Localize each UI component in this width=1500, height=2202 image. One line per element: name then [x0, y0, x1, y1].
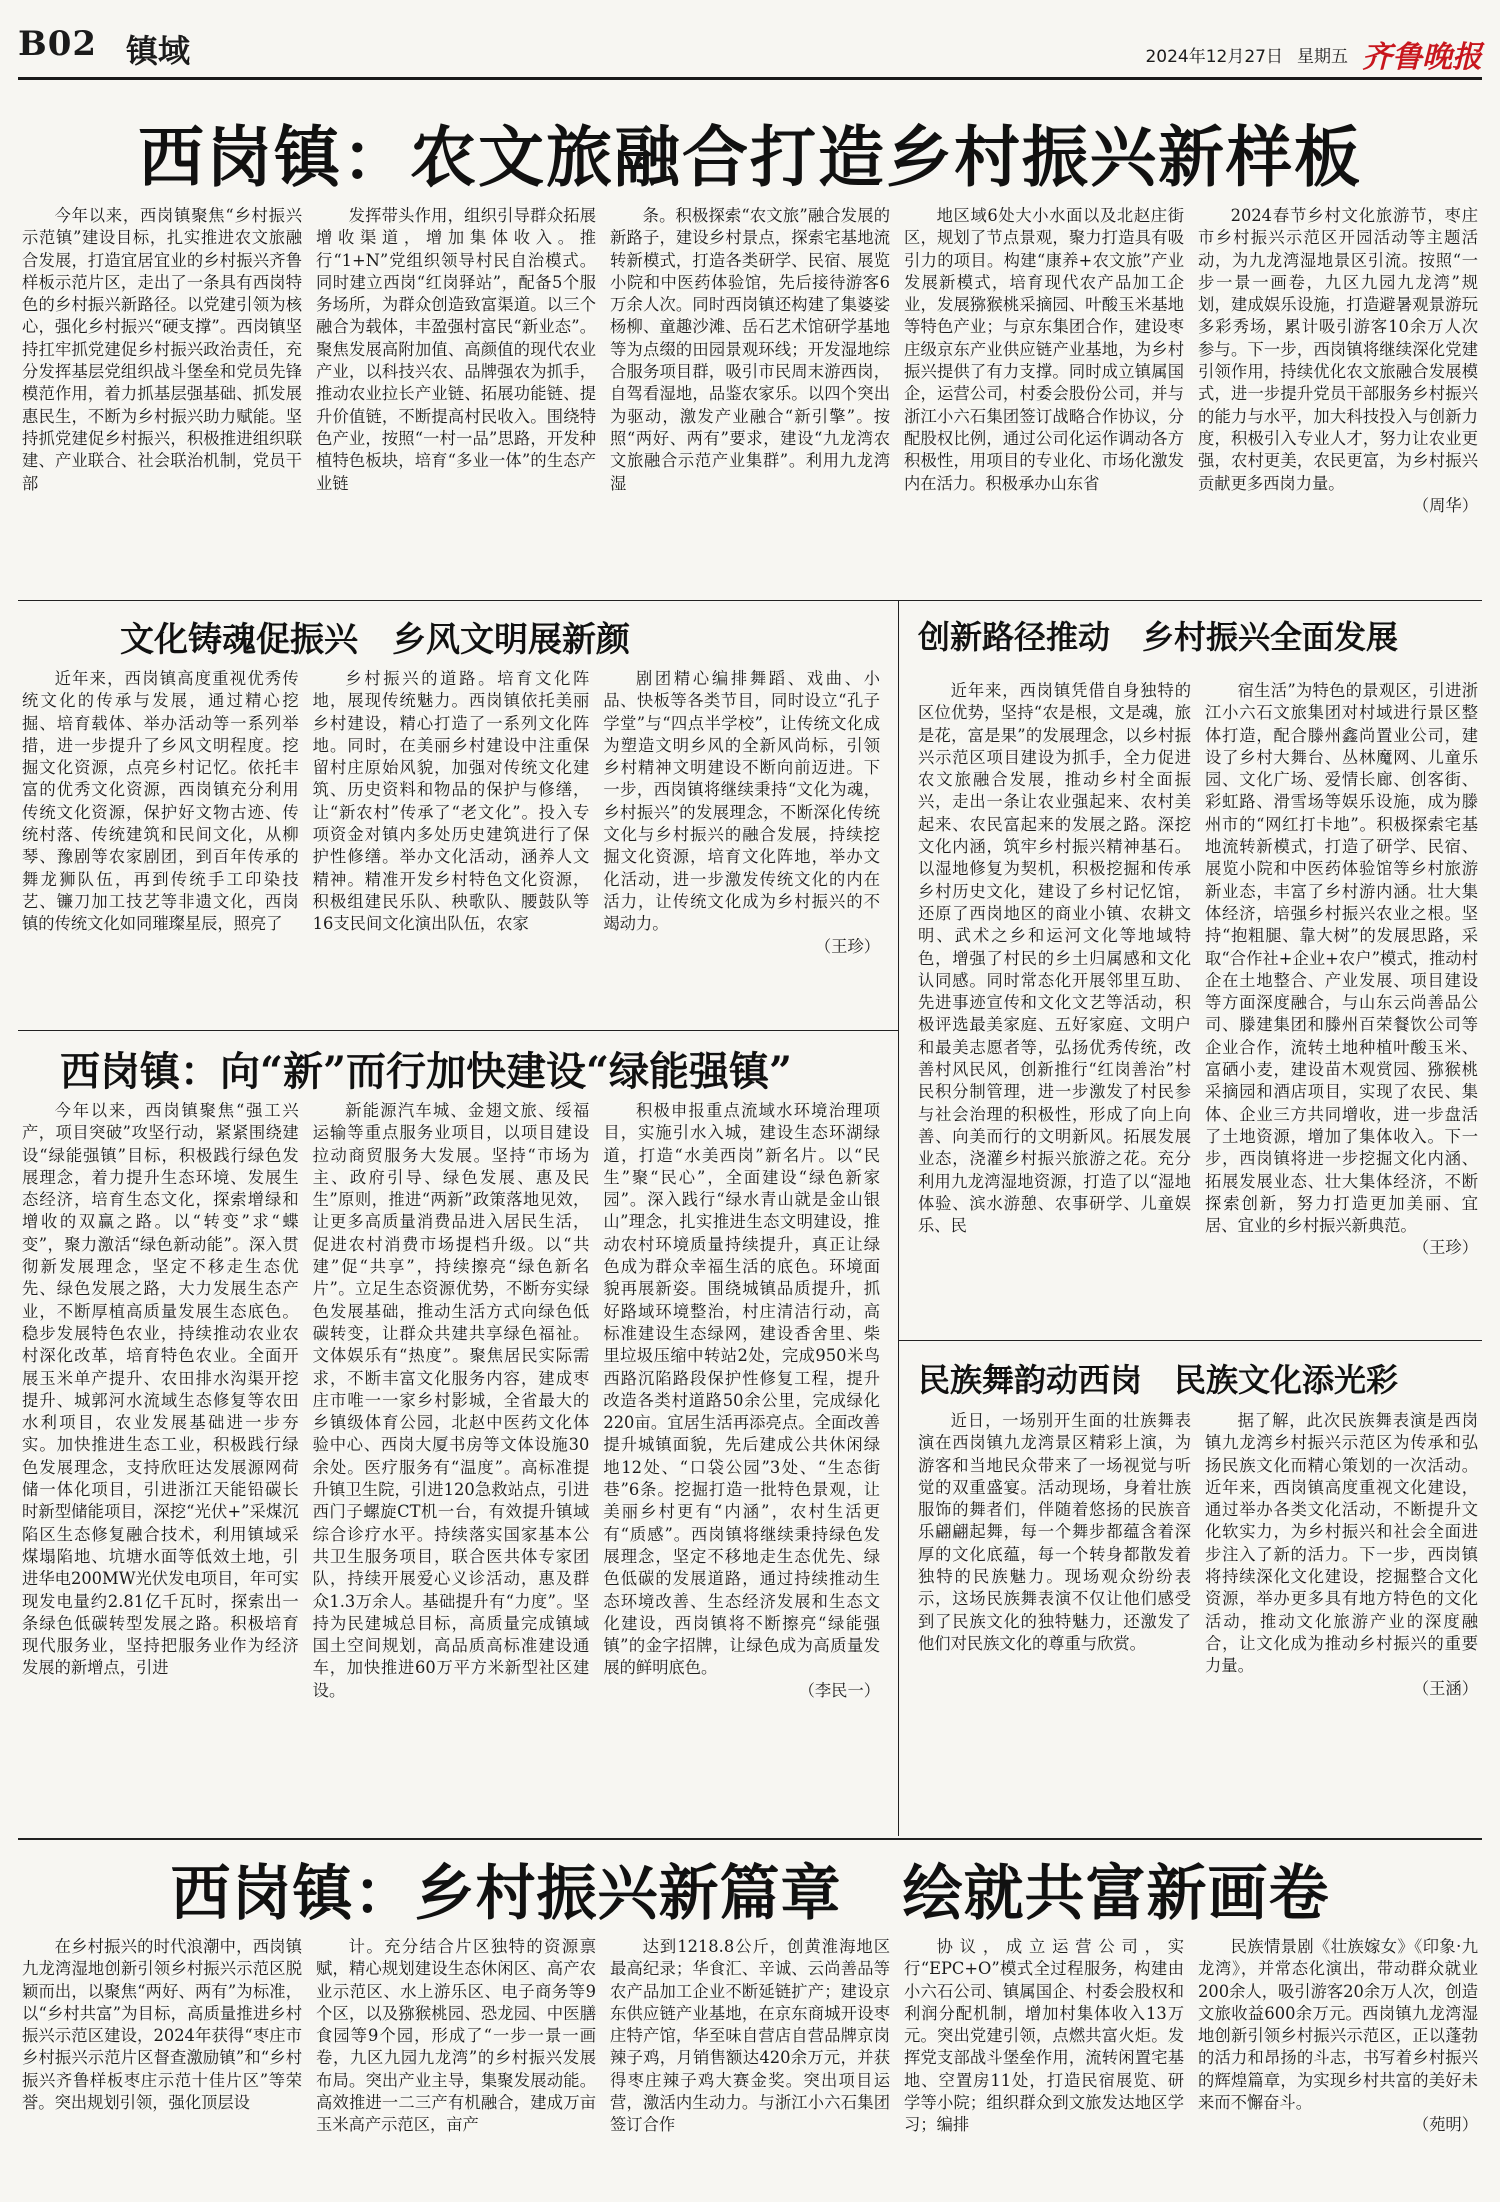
divider — [18, 600, 1482, 601]
paragraph: 宿生活”为特色的景观区，引进浙江小六石文旅集团对村域进行景区整体打造，配合滕州鑫尚置业公司，建设了乡村大舞台、丛林魔网、儿童乐园、文化广场、爱情长廊、创客街、彩虹路、滑雪场等娱乐设施，成为滕州市的“网红打卡地”。积极探索宅基地流转新模式，打造了研学、民宿、展览小院和中医药体验馆等乡村旅游新业态，丰富了乡村游内涵。壮大集体经济，培强乡村振兴农业之根。坚持“抱粗腿、靠大树”的发展思路，采取“合作社+企业+农户”模式，推动村企在土地整合、产业发展、项目建设等方面深度融合，与山东云尚善品公司、滕建集团和滕州百荣餐饮公司等企业合作，流转土地种植叶酸玉米、富硒小麦，建设苗木观赏园、猕猴桃采摘园和酒店项目，实现了农民、集体、企业三方共同增收，进一步盘活了土地资源，增加了集体收入。下一步，西岗镇将进一步挖掘文化内涵、拓展发展业态、壮大集体经济，不断探索创新，努力打造更加美丽、宜居、宜业的乡村振兴新典范。 — [1205, 681, 1478, 1236]
paragraph: 达到1218.8公斤，创黄淮海地区最高纪录；华食汇、辛诚、云尚善品等农产品加工企业不断延链扩产；建设京东供应链产业基地，在京东商城开设枣庄特产馆，华至味自营店自营品牌京岗辣子鸡，月销售额达420余万元，并获得枣庄辣子鸡大赛金奖。突出项目运营，激活内生动力。与浙江小六石集团签订合作 — [610, 1937, 890, 2135]
story6-col — [22, 1936, 302, 2188]
story1-col — [22, 205, 302, 595]
story2-body — [22, 668, 880, 1024]
story3-title: 创新路径推动 乡村振兴全面发展 — [918, 618, 1399, 656]
paragraph: 条。积极探索“农文旅”融合发展的新路子，建设乡村景点，探索宅基地流转新模式，打造各类研学、民宿、展览小院和中医药体验馆，先后接待游客6万余人次。同时西岗镇还构建了集婆娑杨柳、童趣沙滩、岳石艺术馆研学基地等为点缀的田园景观环线；开发湿地综合服务项目群，吸引市民周末游西岗，自驾看湿地，品鉴农家乐。以四个突出为驱动，激发产业融合“新引擎”。按照“两好、两有”要求，建设“九龙湾农文旅融合示范产业集群”。利用九龙湾湿 — [610, 206, 890, 493]
masthead — [18, 14, 1482, 80]
story2-col — [313, 668, 590, 1024]
section-name: 镇域 — [126, 32, 191, 70]
story1-col — [316, 205, 596, 595]
issue-date: 2024年12月27日 — [1145, 46, 1283, 67]
byline: （李民一） — [798, 1680, 881, 1700]
story4-col — [603, 1100, 880, 1830]
paragraph: 计。充分结合片区独特的资源禀赋，精心规划建设生态休闲区、高产农业示范区、水上游乐区、电子商务等9个区，以及猕猴桃园、恐龙园、中医膳食园等9个园，形成了“一步一景一画卷，九区九园九龙湾”的乡村振兴发展布局。突出产业主导，集聚发展动能。高效推进一二三产有机融合，建成万亩玉米高产示范区，亩产 — [316, 1937, 596, 2135]
story3-col — [1205, 680, 1478, 1330]
byline: （王涵） — [1412, 1678, 1478, 1698]
paragraph: 民族情景剧《壮族嫁女》《印象·九龙湾》，并常态化演出，带动群众就业200余人，吸引游客20余万人次，创造文旅收益600余万元。西岗镇九龙湾湿地创新引领乡村振兴示范区，正以蓬勃的活力和昂扬的斗志，书写着乡村振兴的辉煌篇章，为实现乡村共富的美好未来而不懈奋斗。 — [1198, 1937, 1478, 2113]
story1-col — [610, 205, 890, 595]
story5-col — [1205, 1410, 1478, 1830]
paragraph: 协议，成立运营公司，实行“EPC+O”模式全过程服务，构建由小六石公司、镇属国企、村委会股权和利润分配机制，增加村集体收入13万元。突出党建引领，点燃共富火炬。发挥党支部战斗堡垒作用，流转闲置宅基地、空置房11处，打造民宿展览、研学等小院；组织群众到文旅发达地区学习；编排 — [904, 1937, 1184, 2135]
newspaper-logo: 齐鲁晚报 — [1362, 40, 1482, 75]
story2-col — [22, 668, 299, 1024]
story6-col — [1198, 1936, 1478, 2188]
paragraph: 发挥带头作用，组织引导群众拓展增收渠道，增加集体收入。推行“1+N”党组织领导村民自治模式。同时建立西岗“红岗驿站”，配备5个服务场所，为群众创造致富渠道。以三个融合为载体，丰盈强村富民“新业态”。聚焦发展高附加值、高颜值的现代农业产业，以科技兴农、品牌强农为抓手，推动农业拉长产业链、拓展功能链、提升价值链，不断提高村民收入。围绕特色产业，按照“一村一品”思路，开发种植特色板块，培育“多业一体”的生态产业链 — [316, 206, 596, 493]
byline: （王珍） — [1412, 1238, 1478, 1258]
paragraph: 2024春节乡村文化旅游节，枣庄市乡村振兴示范区开园活动等主题活动，为九龙湾湿地景区引流。按照“一步一景一画卷，九区九园九龙湾”规划，建成娱乐设施，打造避暑观景游玩多彩秀场，累计吸引游客10余万人次参与。下一步，西岗镇将继续深化党建引领作用，持续优化农文旅融合发展模式，进一步提升党员干部服务乡村振兴的能力与水平，加大科技投入与创新力度，积极引入专业人才，努力让农业更强，农村更美，农民更富，为乡村振兴贡献更多西岗力量。 — [1198, 206, 1478, 493]
page-number: B02 — [18, 24, 98, 64]
paragraph: 近日，一场别开生面的壮族舞表演在西岗镇九龙湾景区精彩上演，为游客和当地民众带来了一场视觉与听觉的双重盛宴。活动现场，身着壮族服饰的舞者们，伴随着悠扬的民族音乐翩翩起舞，每一个舞步都蕴含着深厚的文化底蕴，每一个转身都散发着独特的民族魅力。现场观众纷纷表示，这场民族舞表演不仅让他们感受到了民族文化的独特魅力，还激发了他们对民族文化的尊重与欣赏。 — [918, 1411, 1191, 1653]
paragraph: 剧团精心编排舞蹈、戏曲、小品、快板等各类节目，同时设立“孔子学堂”与“四点半学校”，让传统文化成为塑造文明乡风的全新风尚标，引领乡村精神文明建设不断向前迈进。下一步，西岗镇将继续秉持“文化为魂，乡村振兴”的发展理念，不断深化传统文化与乡村振兴的融合发展，持续挖掘文化资源，培育文化阵地，举办文化活动，进一步激发传统文化的内在活力，让传统文化成为乡村振兴的不竭动力。 — [603, 669, 881, 934]
divider — [898, 1340, 1482, 1341]
story1-col — [904, 205, 1184, 595]
story6-col — [610, 1936, 890, 2188]
story5-title: 民族舞韵动西岗 民族文化添光彩 — [918, 1361, 1399, 1399]
byline: （王珍） — [814, 936, 881, 956]
paragraph: 据了解，此次民族舞表演是西岗镇九龙湾乡村振兴示范区为传承和弘扬民族文化而精心策划的一次活动。近年来，西岗镇高度重视文化建设，通过举办各类文化活动，不断提升文化软实力，为乡村振兴和社会全面进步注入了新的活力。下一步，西岗镇将持续深化文化建设，挖掘整合文化资源，举办更多具有地方特色的文化活动，推动文化旅游产业的深度融合，让文化成为推动乡村振兴的重要力量。 — [1205, 1411, 1478, 1676]
paragraph: 今年以来，西岗镇聚焦“乡村振兴示范镇”建设目标，扎实推进农文旅融合发展，打造宜居宜业的乡村振兴齐鲁样板示范片区，走出了一条具有西岗特色的乡村振兴新路径。以党建引领为核心，强化乡村振兴“硬支撑”。西岗镇坚持扛牢抓党建促乡村振兴政治责任，充分发挥基层党组织战斗堡垒和党员先锋模范作用，着力抓基层强基础、抓发展惠民生，不断为乡村振兴助力赋能。坚持抓党建促乡村振兴，积极推进组织联建、产业联合、社会联治机制，党员干部 — [22, 206, 302, 493]
masthead-right — [1145, 32, 1482, 76]
story4-title: 西岗镇：向“新”而行加快建设“绿能强镇” — [60, 1048, 793, 1095]
divider — [18, 1838, 1482, 1840]
paragraph: 近年来，西岗镇高度重视优秀传统文化的传承与发展，通过精心挖掘、培育载体、举办活动等一系列举措，进一步提升了乡风文明程度。挖掘文化资源，点亮乡村记忆。依托丰富的优秀文化资源，西岗镇充分利用传统文化资源，保护好文物古迹、传统村落、传统建筑和民间文化，从柳琴、豫剧等农家剧团，到百年传承的舞龙狮队伍，再到传统手工印染技艺、镰刀加工技艺等非遗文化，西岗镇的传统文化如同璀璨星辰，照亮了 — [22, 669, 299, 934]
story2-title: 文化铸魂促振兴 乡风文明展新颜 — [120, 620, 630, 660]
story6-title: 西岗镇：乡村振兴新篇章 绘就共富新画卷 — [170, 1859, 1330, 1929]
byline: （周华） — [1412, 495, 1478, 515]
story4-col — [313, 1100, 590, 1830]
column-divider — [898, 600, 899, 1836]
paragraph: 新能源汽车城、金翅文旅、绥福运输等重点服务业项目，以项目建设拉动商贸服务大发展。坚持“市场为主、政府引导、绿色发展、惠及民生”原则，推进“两新”政策落地见效，让更多高质量消费品进入居民生活，促进农村消费市场提档升级。以“共建”促“共享”，持续擦亮“绿色新名片”。立足生态资源优势，不断夯实绿色发展基础，推动生活方式向绿色低碳转变，让群众共建共享绿色福祉。文体娱乐有“热度”。聚焦居民实际需求，不断丰富文化服务内容，建成枣庄市唯一一家乡村影城，全省最大的乡镇级体育公园，北赵中医药文化体验中心、西岗大厦书房等文体设施30余处。医疗服务有“温度”。高标准提升镇卫生院，引进120急救站点，引进西门子螺旋CT机一台，有效提升镇域综合诊疗水平。持续落实国家基本公共卫生服务项目，联合医共体专家团队，持续开展爱心义诊活动，惠及群众1.3万余人。基础提升有“力度”。坚持为民建城总目标，高质量完成镇域国土空间规划，高品质高标准建设通车，加快推进60万平方米新型社区建设。 — [312, 1101, 590, 1700]
story3-col — [918, 680, 1191, 1330]
story3-body — [918, 680, 1478, 1330]
divider — [18, 1030, 898, 1031]
story2-col — [603, 668, 880, 1024]
paragraph: 乡村振兴的道路。培育文化阵地，展现传统魅力。西岗镇依托美丽乡村建设，精心打造了一系列文化阵地。同时，在美丽乡村建设中注重保留村庄原始风貌，加强对传统文化建筑、历史资料和物品的保护与修缮，让“新农村”传承了“老文化”。投入专项资金对镇内多处历史建筑进行了保护性修缮。举办文化活动，涵养人文精神。精准开发乡村特色文化资源，积极组建民乐队、秧歌队、腰鼓队等16支民间文化演出队伍，农家 — [312, 669, 590, 934]
story5-body — [918, 1410, 1478, 1830]
story6-col — [316, 1936, 596, 2188]
story4-body — [22, 1100, 880, 1830]
byline: （苑明） — [1412, 2115, 1478, 2135]
paragraph: 地区域6处大小水面以及北赵庄街区，规划了节点景观，聚力打造具有吸引力的项目。构建“康养+农文旅”产业发展新模式，培育现代农产品加工企业，发展猕猴桃采摘园、叶酸玉米基地等特色产业；与京东集团合作，建设枣庄级京东产业供应链产业基地，为乡村振兴提供了有力支撑。同时成立镇属国企，运营公司，村委会股份公司，并与浙江小六石集团签订战略合作协议，分配股权比例，通过公司化运作调动各方积极性，用项目的专业化、市场化激发内在活力。积极承办山东省 — [904, 206, 1184, 493]
story1-col — [1198, 205, 1478, 595]
paragraph: 在乡村振兴的时代浪潮中，西岗镇九龙湾湿地创新引领乡村振兴示范区脱颖而出，以聚焦“两好、两有”为标准，以“乡村共富”为目标，高质量推进乡村振兴示范区建设，2024年获得“枣庄市乡村振兴示范片区督查激励镇”和“乡村振兴齐鲁样板枣庄示范十佳片区”等荣誉。突出规划引领，强化顶层设 — [22, 1937, 302, 2113]
story4-col — [22, 1100, 299, 1830]
paragraph: 积极申报重点流域水环境治理项目，实施引水入城，建设生态环湖绿道，打造“水美西岗”新名片。以“民生”聚“民心”，全面建设“绿色新家园”。深入践行“绿水青山就是金山银山”理念，扎实推进生态文明建设，推动农村环境质量持续提升，真正让绿色成为群众幸福生活的底色。环境面貌再展新姿。围绕城镇品质提升，抓好路域环境整治，村庄清洁行动，高标准建设生态绿网，建设香舍里、柴里垃圾压缩中转站2处，完成950米鸟西路沉陷路段保护性修复工程，提升改造各类村道路50余公里，完成绿化220亩。宜居生活再添亮点。全面改善提升城镇面貌，先后建成公共休闲绿地12处、“口袋公园”3处、“生态街巷”6条。挖掘打造一批特色景观，让美丽乡村更有“内涵”，农村生活更有“质感”。西岗镇将继续秉持绿色发展理念，坚定不移地走生态优先、绿色低碳的发展道路，通过持续推动生态环境改善、生态经济发展和生态文化建设，西岗镇将不断擦亮“绿能强镇”的金字招牌，让绿色成为高质量发展的鲜明底色。 — [603, 1101, 881, 1678]
story1-body — [22, 205, 1478, 595]
story6-body — [22, 1936, 1478, 2188]
paragraph: 近年来，西岗镇凭借自身独特的区位优势，坚持“农是根，文是魂，旅是花，富是果”的发展理念，以乡村振兴示范区项目建设为抓手，全力促进农文旅融合发展，推动乡村全面振兴，走出一条让农业强起来、农村美起来、农民富起来的发展之路。深挖文化内涵，筑牢乡村振兴精神基石。以湿地修复为契机，积极挖掘和传承乡村历史文化，建设了乡村记忆馆，还原了西岗地区的商业小镇、农耕文明、武术之乡和运河文化等地域特色，增强了村民的乡土归属感和文化认同感。同时常态化开展邻里互助、先进事迹宣传和文化文艺等活动，积极评选最美家庭、五好家庭、文明户和最美志愿者等，弘扬优秀传统，改善村风民风，创新推行“红岗善治”村民积分制管理，进一步激发了村民参与社会治理的积极性，形成了向上向善、向美而行的文明新风。拓展发展业态，浇灌乡村振兴旅游之花。充分利用九龙湾湿地资源，打造了以“湿地体验、滨水游憩、农事研学、儿童娱乐、民 — [918, 681, 1191, 1236]
story5-col — [918, 1410, 1191, 1830]
issue-weekday: 星期五 — [1297, 46, 1348, 67]
paragraph: 今年以来，西岗镇聚焦“强工兴产，项目突破”攻坚行动，紧紧围绕建设“绿能强镇”目标，积极践行绿色发展理念，着力提升生态环境、发展生态经济，培育生态文化，探索增绿和增收的双赢之路。以“转变”求“蝶变”，聚力激活“绿色新动能”。深入贯彻新发展理念，坚定不移走生态优先、绿色发展之路，大力发展生态产业，不断厚植高质量发展生态底色。稳步发展特色农业，持续推动农业农村深化改革，培育特色农业。全面开展玉米单产提升、农田排水沟渠开挖提升、城郭河水流域生态修复等农田水利项目，农业发展基础进一步夯实。加快推进生态工业，积极践行绿色发展理念，支持欣旺达发展源网荷储一体化项目，引进浙江天能铅碳长时新型储能项目，深挖“光伏+”采煤沉陷区生态修复融合技术，利用镇域采煤塌陷地、坑塘水面等低效土地，引进华电200MW光伏发电项目，年可实现发电量约2.81亿千瓦时，探索出一条绿色低碳转型发展之路。积极培育现代服务业，坚持把服务业作为经济发展的新增点，引进 — [22, 1101, 299, 1678]
story6-col — [904, 1936, 1184, 2188]
main-headline: 西岗镇：农文旅融合打造乡村振兴新样板 — [138, 118, 1362, 196]
